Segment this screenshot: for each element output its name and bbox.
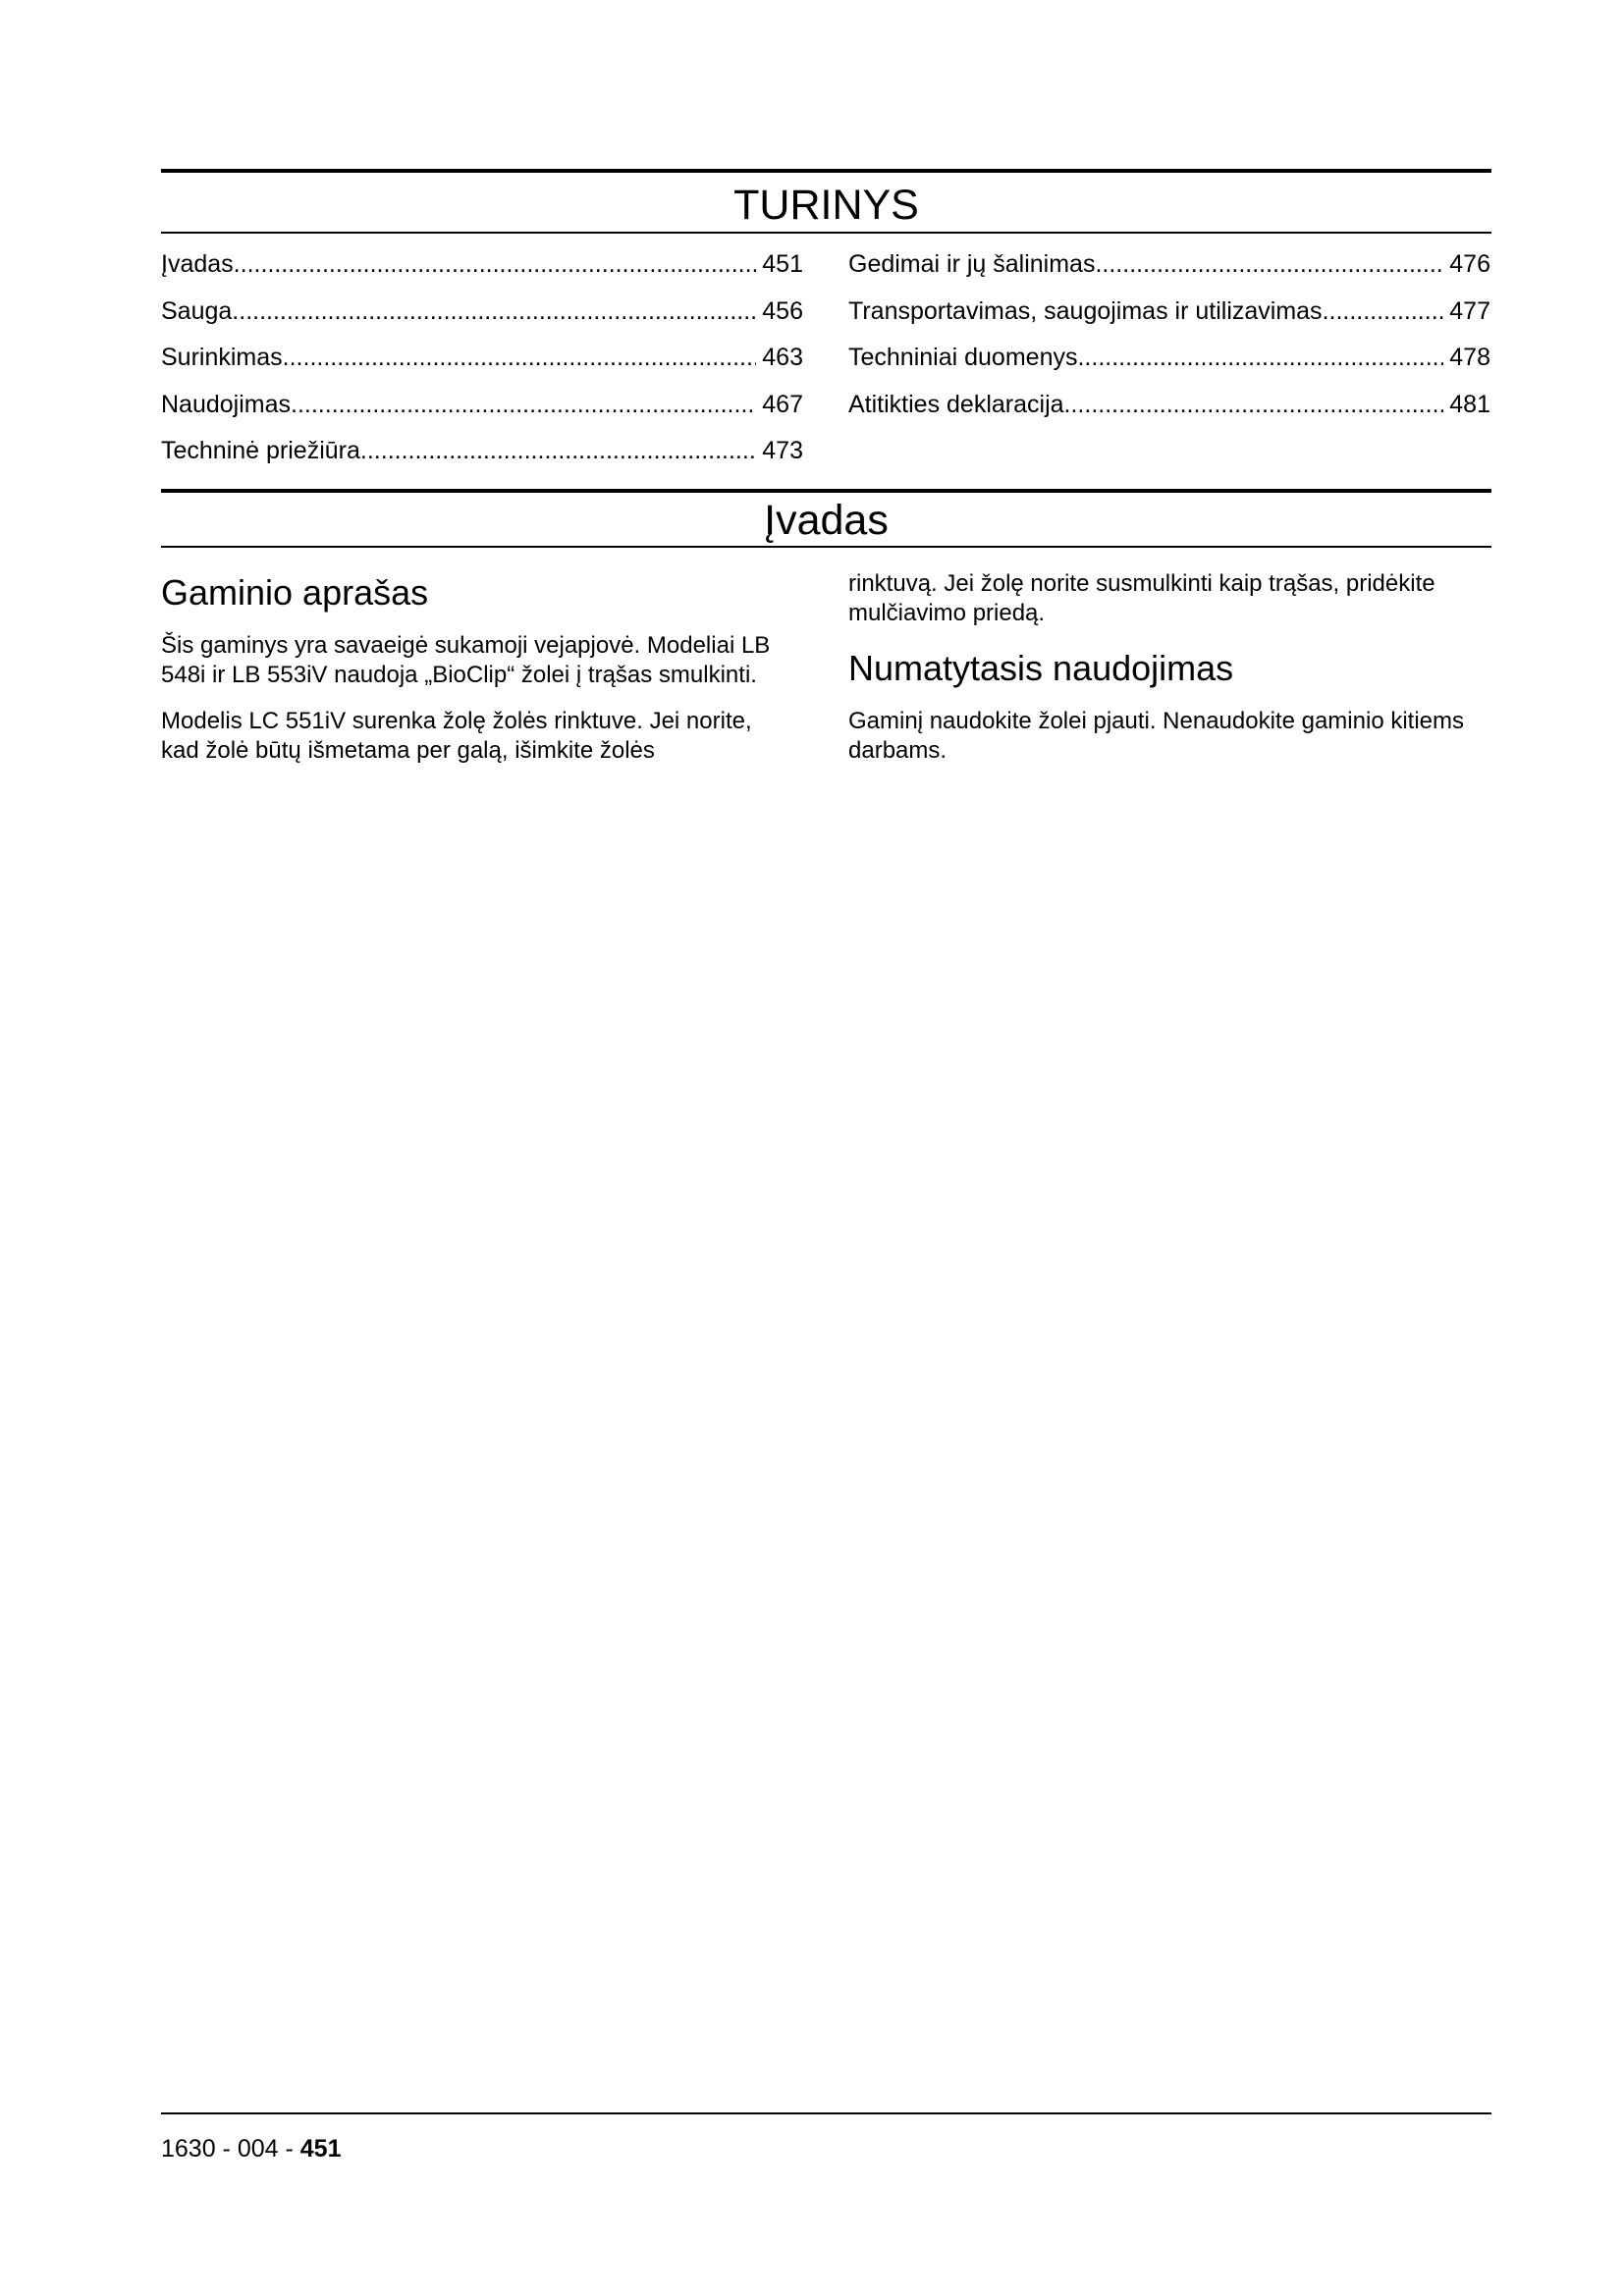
- toc-entry[interactable]: [161, 296, 803, 344]
- toc-title-underline: [161, 232, 1491, 234]
- toc-entry-title: Atitikties deklaracija: [848, 390, 1064, 418]
- toc-entry[interactable]: [161, 390, 803, 437]
- document-code: 1630 - 004 -: [161, 2135, 300, 2163]
- toc-entry[interactable]: [848, 296, 1490, 344]
- toc-left-column: [161, 249, 803, 483]
- toc-entry-title: Įvadas: [161, 250, 234, 278]
- intro-left-column: [161, 572, 789, 766]
- toc-entry-page: 451: [762, 250, 803, 278]
- toc-entry-page: 478: [1449, 344, 1490, 371]
- intended-use-heading: Numatytasis naudojimas: [848, 648, 1234, 688]
- intro-right-column: [848, 569, 1491, 766]
- toc-entry-page: 456: [762, 296, 803, 325]
- page-number: 451: [299, 2135, 342, 2163]
- toc-entry-page: 473: [762, 437, 803, 464]
- toc-entry-page: 463: [762, 344, 803, 371]
- toc-top-rule: [161, 169, 1491, 173]
- toc-entry[interactable]: [848, 343, 1490, 390]
- toc-title: TURINYS: [733, 182, 919, 229]
- toc-entry[interactable]: [161, 436, 803, 483]
- description-paragraph-1: Šis gaminys yra savaeigė sukamoji vejapjovė. Modeliai LB 548i ir LB 553iV naudoja „BioClip“ žolei į trąšas smulkinti.: [161, 632, 771, 688]
- toc-entry-page: 477: [1449, 296, 1490, 325]
- toc-entry-title: Naudojimas: [161, 390, 292, 418]
- toc-entry-title: Gedimai ir jų šalinimas: [848, 250, 1096, 278]
- toc-right-column: [848, 249, 1490, 436]
- footer: [161, 2134, 341, 2163]
- toc-entry-title: Sauga: [161, 296, 233, 325]
- toc-entry-page: 481: [1449, 390, 1490, 418]
- intended-use-paragraph: Gaminį naudokite žolei pjauti. Nenaudokite gaminio kitiems darbams.: [848, 708, 1464, 764]
- toc-entry[interactable]: [161, 249, 803, 296]
- toc-entry[interactable]: [848, 390, 1490, 437]
- toc-entry-title: Surinkimas: [161, 344, 283, 371]
- toc-entry-page: 467: [762, 390, 803, 418]
- toc-entry[interactable]: [161, 343, 803, 390]
- description-paragraph-2: Modelis LC 551iV surenka žolę žolės rinktuve. Jei norite, kad žolė būtų išmetama per galą, išimkite žolės: [161, 708, 752, 764]
- description-heading: Gaminio aprašas: [161, 572, 429, 613]
- toc-entry[interactable]: [848, 249, 1490, 296]
- intro-title-underline: [161, 546, 1491, 548]
- intro-title: Įvadas: [764, 497, 889, 544]
- toc-entry-page: 476: [1449, 250, 1490, 278]
- toc-entry-title: Techninė priežiūra: [161, 437, 360, 464]
- toc-entry-title: Transportavimas, saugojimas ir utilizavimas: [848, 296, 1323, 325]
- footer-rule: [161, 2112, 1491, 2114]
- intro-top-rule: [161, 489, 1491, 493]
- toc-entry-title: Techniniai duomenys: [848, 344, 1078, 371]
- description-paragraph-2-continued: rinktuvą. Jei žolę norite susmulkinti kaip trąšas, pridėkite mulčiavimo priedą.: [848, 570, 1435, 626]
